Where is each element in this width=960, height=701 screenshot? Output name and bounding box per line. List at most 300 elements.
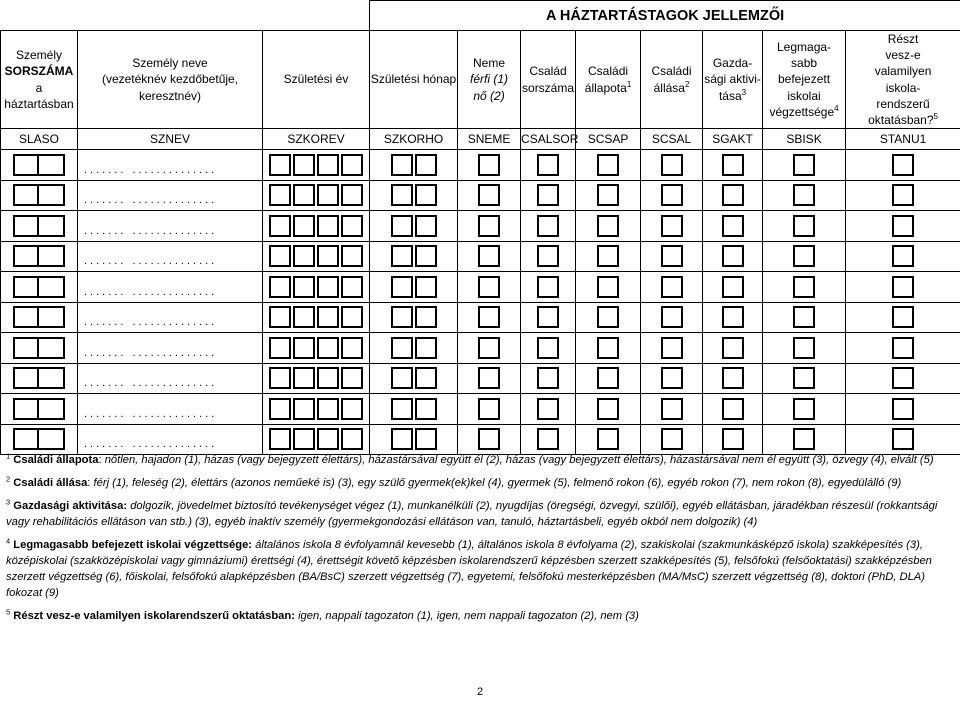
sgakt-digit-box[interactable] — [722, 276, 744, 298]
cell-szkorho — [370, 333, 458, 364]
footnote-label: Részt vesz-e valamilyen iskolarendszerű oktatásban: — [13, 610, 295, 622]
cell-csalsor — [521, 394, 576, 425]
name-input[interactable]: ....... .............. — [84, 316, 218, 329]
header-sgakt-line: sági aktivi- — [704, 72, 761, 87]
szkorev-digit-box[interactable] — [341, 276, 363, 298]
stanu1-digit-box[interactable] — [892, 215, 914, 237]
scsap-digit-box[interactable] — [597, 215, 619, 237]
header-text: oktatásban? — [868, 112, 934, 127]
cell-sbisk — [763, 241, 846, 272]
szkorev-digit-box[interactable] — [317, 215, 339, 237]
szkorev-digit-box[interactable] — [341, 398, 363, 420]
szkorev-digit-box[interactable] — [293, 215, 315, 237]
table-row — [1, 150, 960, 181]
sbisk-digit-box[interactable] — [793, 398, 815, 420]
stanu1-digit-box[interactable] — [892, 184, 914, 206]
cell-sneme — [458, 394, 521, 425]
header-sneme-line: nő (2) — [473, 88, 505, 103]
cell-sneme — [458, 150, 521, 181]
szkorev-digit-box[interactable] — [293, 245, 315, 267]
header-szenv-line: (vezetéknév kezdőbetűje, keresztnév) — [101, 72, 239, 103]
sneme-digit-box[interactable] — [478, 245, 500, 267]
scsap-digit-box[interactable] — [597, 367, 619, 389]
csalsor-digit-box[interactable] — [537, 337, 559, 359]
footnote-text: nőtlen, hajadon (1), házas (vagy bejegyzett élettárs), házastársával együtt él (2), házas (vagy bejegyzett élettárs), házastársával nem él együtt (3), özvegy (4), elvált (5) — [104, 454, 934, 466]
slaso-digit-box[interactable] — [13, 306, 39, 328]
szkorev-digit-box[interactable] — [293, 276, 315, 298]
header-scsal — [641, 31, 703, 129]
header-sgakt — [703, 31, 763, 129]
cell-szenv — [78, 424, 263, 455]
scsal-digit-box[interactable] — [661, 306, 683, 328]
scsal-digit-box[interactable] — [661, 428, 683, 450]
cell-slaso — [1, 180, 78, 211]
cell-szenv — [78, 211, 263, 242]
cell-csalsor — [521, 272, 576, 303]
cell-szkorho — [370, 272, 458, 303]
header-sbisk — [763, 31, 846, 129]
szkorho-digit-box[interactable] — [415, 215, 437, 237]
slaso-digit-box[interactable] — [13, 184, 39, 206]
szkorho-digit-box[interactable] — [415, 184, 437, 206]
cell-csalsor — [521, 333, 576, 364]
sgakt-digit-box[interactable] — [722, 154, 744, 176]
szkorev-digit-box[interactable] — [293, 367, 315, 389]
szkorev-digit-box[interactable] — [269, 184, 291, 206]
szkorev-digit-box[interactable] — [293, 184, 315, 206]
footnote-2 — [6, 475, 950, 491]
scsal-digit-box[interactable] — [661, 367, 683, 389]
sneme-digit-box[interactable] — [478, 306, 500, 328]
sgakt-digit-box[interactable] — [722, 184, 744, 206]
cell-sgakt — [703, 363, 763, 394]
scsal-digit-box[interactable] — [661, 337, 683, 359]
szkorho-digit-box[interactable] — [391, 276, 413, 298]
cell-szkorho — [370, 424, 458, 455]
table-row — [1, 363, 960, 394]
szkorev-digit-box[interactable] — [317, 154, 339, 176]
cell-sneme — [458, 180, 521, 211]
cell-scsal — [641, 211, 703, 242]
sbisk-digit-box[interactable] — [793, 245, 815, 267]
cell-sneme — [458, 333, 521, 364]
szkorev-digit-box[interactable] — [317, 337, 339, 359]
cell-scsal — [641, 302, 703, 333]
slaso-digit-box[interactable] — [13, 276, 39, 298]
cell-csalsor — [521, 241, 576, 272]
header-text: állása — [653, 80, 685, 95]
sgakt-digit-box[interactable] — [722, 215, 744, 237]
slaso-digit-box[interactable] — [13, 428, 39, 450]
footnote-5 — [6, 608, 950, 624]
cell-csalsor — [521, 363, 576, 394]
szkorho-digit-box[interactable] — [391, 215, 413, 237]
szkorho-digit-box[interactable] — [391, 245, 413, 267]
cell-scsal — [641, 241, 703, 272]
header-text: állapota — [584, 80, 627, 95]
cell-sbisk — [763, 394, 846, 425]
cell-sbisk — [763, 150, 846, 181]
csalsor-digit-box[interactable] — [537, 154, 559, 176]
scsap-digit-box[interactable] — [597, 337, 619, 359]
header-szkorev — [263, 31, 370, 129]
footnote-3 — [6, 498, 950, 530]
szkorev-digit-box[interactable] — [269, 154, 291, 176]
szkorho-digit-box[interactable] — [415, 337, 437, 359]
cell-szenv — [78, 241, 263, 272]
szkorev-digit-box[interactable] — [269, 428, 291, 450]
szkorev-digit-box[interactable] — [341, 306, 363, 328]
header-stanu1-line — [846, 112, 960, 128]
scsal-digit-box[interactable] — [661, 245, 683, 267]
cell-sneme — [458, 302, 521, 333]
cell-slaso — [1, 211, 78, 242]
cell-slaso — [1, 302, 78, 333]
header-sgakt-line: Gazda- — [712, 56, 753, 71]
footnote-text: férj (1), feleség (2), élettárs (azonos neműeké is) (3), egy szülő gyermek(ek)kel (4), gyermek (5), felmenő rokon (6), egyéb rokon (7), nem rokon (8), egyedülálló (9) — [93, 477, 902, 489]
cell-scsap — [576, 180, 641, 211]
cell-scsal — [641, 180, 703, 211]
header-szkorho-line: Születési hónap — [370, 72, 457, 87]
cell-slaso — [1, 241, 78, 272]
slaso-digit-box[interactable] — [39, 337, 65, 359]
szkorev-digit-box[interactable] — [293, 428, 315, 450]
footnote-text: dolgozik, jövedelmet biztosító tevékenységet végez (1), munkanélküli (2), nyugdíjas (öregségi, özvegyi, szülői), egyéb ellátásban, járadékban részesül (rokkantsági vagy rehabilitációs ellátáson van stb.) (3), egyéb inaktív személy (gyermekgondozási ellátáson van, tanuló, háztartásbeli, egyéb okból nem dolgozik) (4) — [6, 500, 938, 528]
szkorev-digit-box[interactable] — [317, 398, 339, 420]
cell-szkorev — [263, 150, 370, 181]
header-szenv — [78, 31, 263, 129]
slaso-digit-box[interactable] — [39, 398, 65, 420]
scsal-digit-box[interactable] — [661, 276, 683, 298]
slaso-digit-box[interactable] — [39, 306, 65, 328]
header-sbisk-line: Legmaga- — [777, 40, 832, 55]
cell-sbisk — [763, 272, 846, 303]
szkorho-digit-box[interactable] — [415, 245, 437, 267]
cell-scsap — [576, 241, 641, 272]
slaso-digit-box[interactable] — [39, 367, 65, 389]
cell-csalsor — [521, 211, 576, 242]
header-slaso — [1, 31, 78, 129]
footnote-label: Családi állapota — [13, 454, 99, 466]
variable-code-sgakt: SGAKT — [703, 129, 763, 150]
sneme-digit-box[interactable] — [478, 154, 500, 176]
header-sneme-line: férfi (1) — [470, 72, 509, 87]
stanu1-digit-box[interactable] — [892, 306, 914, 328]
header-slaso-line: SORSZÁMA — [4, 64, 74, 79]
csalsor-digit-box[interactable] — [537, 367, 559, 389]
cell-szkorho — [370, 302, 458, 333]
szkorev-digit-box[interactable] — [269, 367, 291, 389]
slaso-digit-box[interactable] — [39, 154, 65, 176]
sgakt-digit-box[interactable] — [722, 245, 744, 267]
variable-code-slaso: SLASO — [1, 129, 78, 150]
name-input[interactable]: ....... .............. — [84, 377, 218, 390]
header-scsal-line — [641, 80, 702, 96]
stanu1-digit-box[interactable] — [892, 154, 914, 176]
szkorev-digit-box[interactable] — [293, 154, 315, 176]
name-input[interactable]: ....... .............. — [84, 163, 218, 176]
name-input[interactable]: ....... .............. — [84, 438, 218, 451]
cell-sneme — [458, 211, 521, 242]
header-csalsor-line: Család — [529, 64, 567, 79]
cell-stanu1 — [846, 302, 960, 333]
footnote-separator: : — [87, 477, 94, 489]
cell-szenv — [78, 302, 263, 333]
cell-scsap — [576, 302, 641, 333]
szkorev-digit-box[interactable] — [269, 245, 291, 267]
csalsor-digit-box[interactable] — [537, 428, 559, 450]
footnote-ref: 3 — [741, 87, 747, 97]
stanu1-digit-box[interactable] — [892, 367, 914, 389]
szkorev-digit-box[interactable] — [341, 337, 363, 359]
cell-stanu1 — [846, 272, 960, 303]
szkorev-digit-box[interactable] — [317, 276, 339, 298]
csalsor-digit-box[interactable] — [537, 215, 559, 237]
szkorho-digit-box[interactable] — [391, 306, 413, 328]
csalsor-digit-box[interactable] — [537, 306, 559, 328]
footnote-ref: 2 — [684, 79, 690, 89]
sgakt-digit-box[interactable] — [722, 398, 744, 420]
header-sbisk-line: iskolai — [787, 88, 821, 103]
szkorev-digit-box[interactable] — [293, 398, 315, 420]
szkorho-digit-box[interactable] — [391, 337, 413, 359]
scsap-digit-box[interactable] — [597, 306, 619, 328]
footnote-label: Legmagasabb befejezett iskolai végzettsége: — [13, 539, 253, 551]
header-stanu1-line: vesz-e — [885, 48, 921, 63]
sbisk-digit-box[interactable] — [793, 184, 815, 206]
stanu1-digit-box[interactable] — [892, 276, 914, 298]
szkorho-digit-box[interactable] — [415, 428, 437, 450]
szkorev-digit-box[interactable] — [341, 367, 363, 389]
table-row — [1, 180, 960, 211]
szkorev-digit-box[interactable] — [293, 337, 315, 359]
slaso-digit-box[interactable] — [13, 215, 39, 237]
name-input[interactable]: ....... .............. — [84, 194, 218, 207]
cell-sbisk — [763, 302, 846, 333]
sneme-digit-box[interactable] — [478, 215, 500, 237]
table-row — [1, 211, 960, 242]
slaso-digit-box[interactable] — [13, 398, 39, 420]
header-stanu1-line: rendszerű — [876, 96, 930, 111]
header-scsal-line: Családi — [651, 64, 692, 79]
sgakt-digit-box[interactable] — [722, 306, 744, 328]
szkorho-digit-box[interactable] — [415, 276, 437, 298]
cell-scsap — [576, 211, 641, 242]
szkorev-digit-box[interactable] — [341, 215, 363, 237]
sgakt-digit-box[interactable] — [722, 428, 744, 450]
slaso-digit-box[interactable] — [39, 215, 65, 237]
stanu1-digit-box[interactable] — [892, 337, 914, 359]
cell-slaso — [1, 424, 78, 455]
slaso-digit-box[interactable] — [13, 367, 39, 389]
szkorho-digit-box[interactable] — [415, 398, 437, 420]
header-csalsor-line: sorszáma — [522, 80, 575, 95]
szkorev-digit-box[interactable] — [317, 428, 339, 450]
szkorev-digit-box[interactable] — [269, 398, 291, 420]
cell-stanu1 — [846, 333, 960, 364]
csalsor-digit-box[interactable] — [537, 276, 559, 298]
stanu1-digit-box[interactable] — [892, 428, 914, 450]
cell-scsap — [576, 272, 641, 303]
variable-code-szkorev: SZKOREV — [263, 129, 370, 150]
name-input[interactable]: ....... .............. — [84, 285, 218, 298]
szkorho-digit-box[interactable] — [391, 154, 413, 176]
slaso-digit-box[interactable] — [39, 245, 65, 267]
scsap-digit-box[interactable] — [597, 184, 619, 206]
cell-slaso — [1, 363, 78, 394]
footnote-1 — [6, 452, 950, 468]
name-input[interactable]: ....... .............. — [84, 346, 218, 359]
sneme-digit-box[interactable] — [478, 428, 500, 450]
cell-sbisk — [763, 363, 846, 394]
sneme-digit-box[interactable] — [478, 184, 500, 206]
cell-szkorev — [263, 241, 370, 272]
cell-stanu1 — [846, 180, 960, 211]
cell-csalsor — [521, 150, 576, 181]
sgakt-digit-box[interactable] — [722, 367, 744, 389]
sbisk-digit-box[interactable] — [793, 337, 815, 359]
slaso-digit-box[interactable] — [39, 276, 65, 298]
header-stanu1-line: valamilyen — [874, 64, 932, 79]
variable-code-szkorho: SZKORHO — [370, 129, 458, 150]
szkorev-digit-box[interactable] — [341, 428, 363, 450]
cell-sneme — [458, 424, 521, 455]
cell-sbisk — [763, 180, 846, 211]
footnote-number: 4 — [6, 536, 11, 546]
cell-scsap — [576, 424, 641, 455]
szkorho-digit-box[interactable] — [415, 306, 437, 328]
sneme-digit-box[interactable] — [478, 337, 500, 359]
scsal-digit-box[interactable] — [661, 184, 683, 206]
szkorev-digit-box[interactable] — [341, 184, 363, 206]
name-input[interactable]: ....... .............. — [84, 407, 218, 420]
stanu1-digit-box[interactable] — [892, 245, 914, 267]
sbisk-digit-box[interactable] — [793, 306, 815, 328]
footnote-ref: 4 — [834, 103, 839, 113]
slaso-digit-box[interactable] — [13, 154, 39, 176]
szkorho-digit-box[interactable] — [391, 184, 413, 206]
cell-scsal — [641, 272, 703, 303]
cell-sneme — [458, 272, 521, 303]
sneme-digit-box[interactable] — [478, 276, 500, 298]
sneme-digit-box[interactable] — [478, 398, 500, 420]
sgakt-digit-box[interactable] — [722, 337, 744, 359]
scsal-digit-box[interactable] — [661, 398, 683, 420]
sneme-digit-box[interactable] — [478, 367, 500, 389]
sbisk-digit-box[interactable] — [793, 154, 815, 176]
cell-szenv — [78, 272, 263, 303]
szkorev-digit-box[interactable] — [317, 367, 339, 389]
footnote-label: Családi állása — [13, 477, 88, 489]
sbisk-digit-box[interactable] — [793, 367, 815, 389]
form-title: A HÁZTARTÁSTAGOK JELLEMZŐI — [370, 1, 960, 31]
scsap-digit-box[interactable] — [597, 154, 619, 176]
header-szenv-line: Személy neve — [132, 56, 208, 71]
szkorev-digit-box[interactable] — [269, 215, 291, 237]
scsal-digit-box[interactable] — [661, 215, 683, 237]
cell-csalsor — [521, 424, 576, 455]
table-row — [1, 394, 960, 425]
cell-stanu1 — [846, 241, 960, 272]
cell-scsap — [576, 363, 641, 394]
slaso-digit-box[interactable] — [13, 337, 39, 359]
szkorho-digit-box[interactable] — [391, 367, 413, 389]
cell-sgakt — [703, 180, 763, 211]
cell-csalsor — [521, 180, 576, 211]
cell-szkorev — [263, 180, 370, 211]
table-row — [1, 302, 960, 333]
variable-code-scsap: SCSAP — [576, 129, 641, 150]
szkorev-digit-box[interactable] — [317, 306, 339, 328]
cell-szkorev — [263, 272, 370, 303]
szkorev-digit-box[interactable] — [341, 245, 363, 267]
cell-scsap — [576, 333, 641, 364]
header-csalsor — [521, 31, 576, 129]
csalsor-digit-box[interactable] — [537, 245, 559, 267]
szkorev-digit-box[interactable] — [317, 245, 339, 267]
slaso-digit-box[interactable] — [39, 428, 65, 450]
cell-szenv — [78, 363, 263, 394]
name-input[interactable]: ....... .............. — [84, 255, 218, 268]
slaso-digit-box[interactable] — [13, 245, 39, 267]
szkorev-digit-box[interactable] — [269, 276, 291, 298]
title-spacer — [1, 1, 370, 31]
cell-sbisk — [763, 424, 846, 455]
header-sgakt-line — [703, 88, 762, 104]
szkorev-digit-box[interactable] — [293, 306, 315, 328]
cell-szkorho — [370, 180, 458, 211]
name-input[interactable]: ....... .............. — [84, 224, 218, 237]
scsap-digit-box[interactable] — [597, 276, 619, 298]
cell-szkorho — [370, 150, 458, 181]
sbisk-digit-box[interactable] — [793, 276, 815, 298]
scsap-digit-box[interactable] — [597, 245, 619, 267]
cell-szkorev — [263, 394, 370, 425]
stanu1-digit-box[interactable] — [892, 398, 914, 420]
header-text: végzettsége — [769, 104, 835, 119]
cell-sgakt — [703, 272, 763, 303]
szkorho-digit-box[interactable] — [391, 398, 413, 420]
footnote-text: igen, nappali tagozaton (1), igen, nem nappali tagozaton (2), nem (3) — [298, 610, 639, 622]
cell-sneme — [458, 363, 521, 394]
sbisk-digit-box[interactable] — [793, 215, 815, 237]
scsal-digit-box[interactable] — [661, 154, 683, 176]
szkorho-digit-box[interactable] — [415, 154, 437, 176]
footnote-label: Gazdasági aktivitása: — [13, 500, 128, 512]
cell-szenv — [78, 150, 263, 181]
szkorev-digit-box[interactable] — [317, 184, 339, 206]
szkorho-digit-box[interactable] — [415, 367, 437, 389]
variable-code-scsal: SCSAL — [641, 129, 703, 150]
cell-scsal — [641, 394, 703, 425]
szkorho-digit-box[interactable] — [391, 428, 413, 450]
sbisk-digit-box[interactable] — [793, 428, 815, 450]
footnote-number: 1 — [6, 451, 11, 461]
variable-code-sbisk: SBISK — [763, 129, 846, 150]
szkorev-digit-box[interactable] — [341, 154, 363, 176]
cell-sgakt — [703, 424, 763, 455]
scsap-digit-box[interactable] — [597, 398, 619, 420]
szkorev-digit-box[interactable] — [269, 306, 291, 328]
csalsor-digit-box[interactable] — [537, 398, 559, 420]
cell-scsal — [641, 363, 703, 394]
szkorev-digit-box[interactable] — [269, 337, 291, 359]
scsap-digit-box[interactable] — [597, 428, 619, 450]
csalsor-digit-box[interactable] — [537, 184, 559, 206]
slaso-digit-box[interactable] — [39, 184, 65, 206]
header-stanu1-line: iskola- — [885, 80, 921, 95]
header-text: tása — [718, 88, 742, 103]
